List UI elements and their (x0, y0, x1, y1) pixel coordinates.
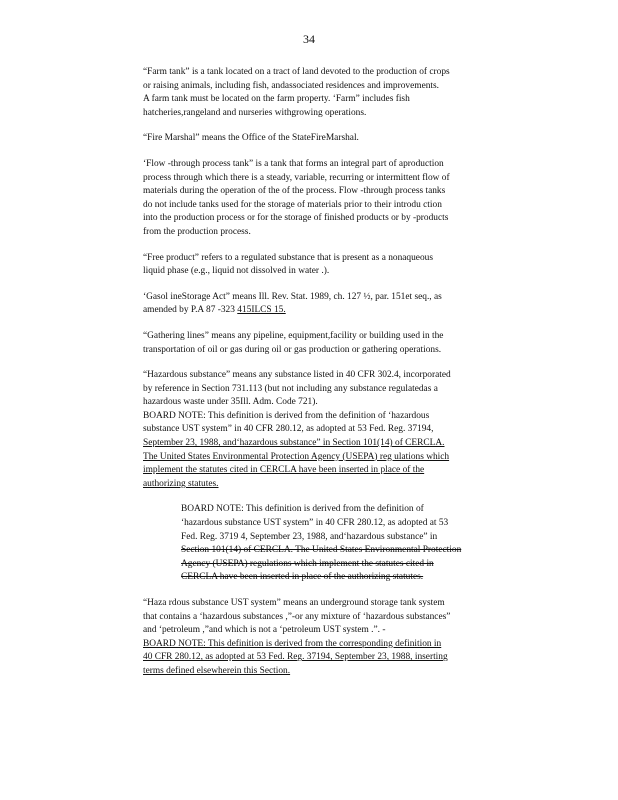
text-line: “Hazardous substance” means any substance listed in 40 CFR 302.4, incorporated (143, 370, 451, 381)
definition-farm-tank (143, 66, 539, 120)
text-line: from the production process. (143, 226, 251, 237)
inserted-text-line: implement the statutes cited in CERCLA have been inserted in place of the (143, 465, 425, 476)
text-line: that contains a ‘hazardous substances ,”-or any mixture of ‘hazardous substances” (143, 611, 451, 622)
text-line: Fed. Reg. 3719 4, September 23, 1988, and‘hazardous substance” in (181, 531, 438, 542)
definition-hazardous-substance-ust-system (143, 597, 539, 679)
definition-gathering-lines (143, 330, 539, 357)
page-number: 34 (303, 32, 315, 46)
text-line: transportation of oil or gas during oil or gas production or gathering operations. (143, 344, 442, 355)
text-line: hazardous waste under 35Ill. Adm. Code 721). (143, 397, 318, 408)
deleted-text-line: CERCLA have been inserted in place of the authorizing statutes. (181, 572, 424, 583)
inserted-text-line: 40 CFR 280.12, as adopted at 53 Fed. Reg. 37194, September 23, 1988, inserting (143, 652, 448, 663)
inserted-text-line: BOARD NOTE: This definition is derived from the corresponding definition in (143, 638, 442, 649)
definition-hazardous-substance (143, 369, 539, 491)
text-line: and ‘petroleum ,”and which is not a ‘petroleum UST system .”. - (143, 625, 386, 636)
text-line: “Free product” refers to a regulated substance that is present as a nonaqueous (143, 252, 433, 263)
board-note-indented (181, 503, 515, 585)
text-line: BOARD NOTE: This definition is derived from the definition of (181, 504, 424, 515)
text-line: into the production process or for the storage of finished products or by -products (143, 213, 449, 224)
text-line (143, 304, 539, 318)
text-line: do not include tanks used for the storage of materials prior to their introdu ction (143, 199, 442, 210)
text-fragment: amended by P.A 87 -323 (143, 305, 238, 316)
definition-free-product (143, 252, 539, 279)
definition-fire-marshal (143, 132, 539, 146)
text-line: “Haza rdous substance UST system” means an underground storage tank system (143, 598, 445, 608)
text-line: liquid phase (e.g., liquid not dissolved in water .). (143, 266, 330, 277)
text-line: “Farm tank” is a tank located on a tract of land devoted to the production of crops (143, 67, 450, 77)
inserted-text: 415ILCS 15. (237, 305, 286, 316)
inserted-text-line: terms defined elsewherein this Section. (143, 665, 291, 676)
definition-flow-through-process-tank (143, 158, 539, 240)
text-line: ‘Flow -through process tank” is a tank that forms an integral part of aproduction (143, 158, 444, 169)
inserted-text-line: The United States Environmental Protection Agency (USEPA) reg ulations which (143, 451, 450, 462)
inserted-text-line: authorizing statutes. (143, 478, 219, 489)
text-line: by reference in Section 731.113 (but not including any substance regulatedas a (143, 383, 438, 394)
text-line: “Gathering lines” means any pipeline, equipment,facility or building used in the (143, 330, 444, 341)
definition-gasoline-storage-act (143, 291, 539, 318)
text-line: BOARD NOTE: This definition is derived from the definition of ‘hazardous (143, 410, 430, 421)
text-line: or raising animals, including fish, andassociated residences and improvements. (143, 80, 440, 91)
text-line: ‘hazardous substance UST system” in 40 CFR 280.12, as adopted at 53 (181, 518, 449, 529)
document-body (143, 66, 539, 679)
text-line: ‘Gasol ineStorage Act” means Ill. Rev. Stat. 1989, ch. 127 ½, par. 151et seq., as (143, 291, 442, 302)
deleted-text-line: Section 101(14) of CERCLA. The United States Environmental Protection (181, 545, 462, 556)
text-line: hatcheries,rangeland and nurseries withgrowing operations. (143, 107, 367, 118)
text-line: materials during the operation of the of the process. Flow -through process tanks (143, 186, 446, 197)
deleted-text-line: Agency (USEPA) regulations which implement the statutes cited in (181, 558, 434, 569)
text-line: “Fire Marshal” means the Office of the StateFireMarshal. (143, 133, 359, 144)
inserted-text-line: September 23, 1988, and‘hazardous substance” in Section 101(14) of CERCLA. (143, 438, 445, 449)
text-line: A farm tank must be located on the farm property. ‘Farm” includes fish (143, 94, 410, 105)
text-line: process through which there is a steady, variable, recurring or intermittent flow of (143, 172, 450, 183)
text-line: substance UST system” in 40 CFR 280.12, as adopted at 53 Fed. Reg. 37194, (143, 424, 434, 435)
